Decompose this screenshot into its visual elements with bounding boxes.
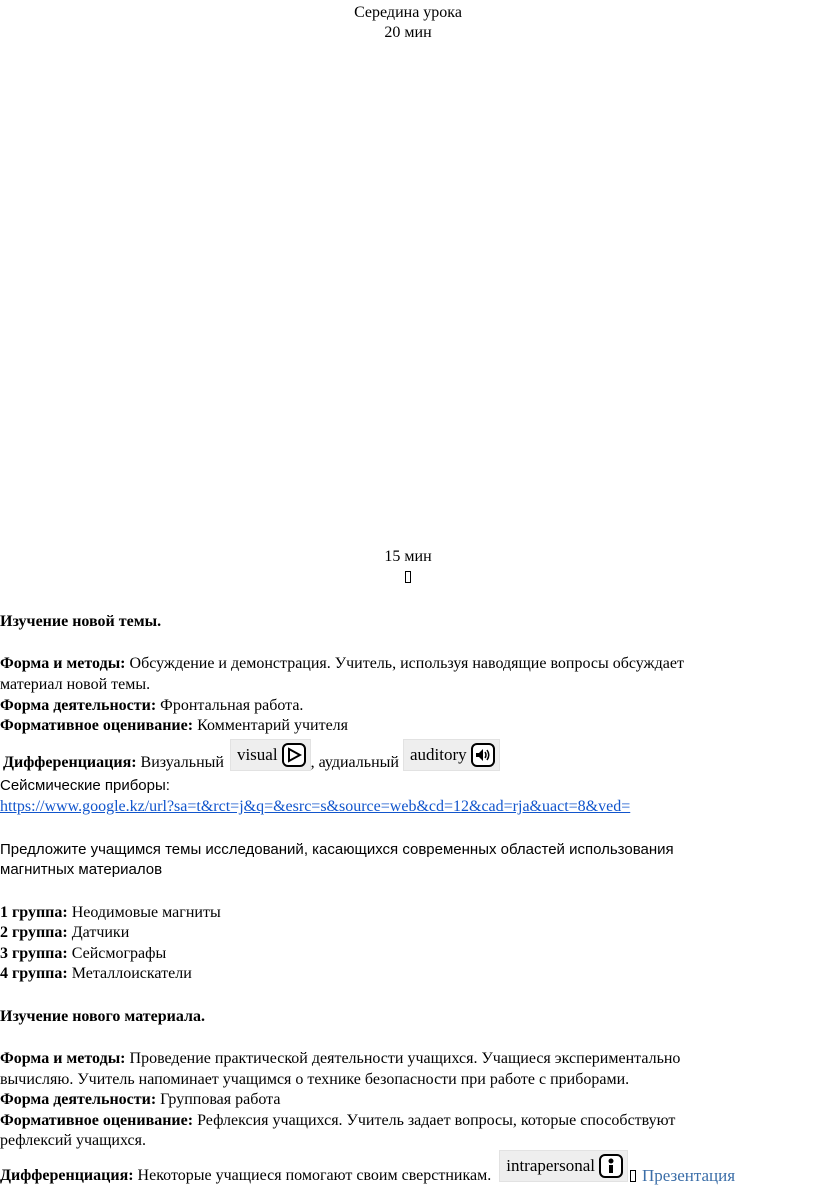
assessment-label: Формативное оценивание: xyxy=(0,1112,194,1129)
auditory-badge-label: auditory xyxy=(409,745,467,764)
person-info-icon xyxy=(599,1154,623,1178)
duration-20: 20 мин xyxy=(384,24,432,41)
activity-text: Фронтальная работа. xyxy=(156,697,304,714)
diff-sep-text: , аудиальный xyxy=(310,754,399,771)
methods-label: Форма и методы: xyxy=(0,1050,126,1067)
section2-differentiation xyxy=(0,1150,735,1186)
diff-text: Некоторые учащиеся помогают своим сверстникам. xyxy=(133,1167,492,1184)
intrapersonal-badge-label: intrapersonal xyxy=(506,1156,595,1175)
group-topic: Неодимовые магниты xyxy=(67,904,221,921)
group-label: 4 группа: xyxy=(0,965,68,982)
group-label: 3 группа: xyxy=(0,945,68,962)
seismic-label: Сейсмические приборы: xyxy=(0,777,170,794)
proposal-line2: магнитных материалов xyxy=(0,861,163,878)
activity-label: Форма деятельности: xyxy=(0,1091,157,1108)
group-label: 1 группа: xyxy=(0,904,68,921)
activity-text: Групповая работа xyxy=(156,1091,281,1108)
section2-assessment-cont: рефлексий учащихся. xyxy=(0,1132,146,1149)
proposal-line1: Предложите учащимся темы исследований, касающихся современных областей использования xyxy=(0,841,674,858)
assessment-label: Формативное оценивание: xyxy=(0,717,194,734)
group-topic: Сейсмографы xyxy=(67,945,167,962)
group-topic: Датчики xyxy=(67,924,130,941)
activity-label: Форма деятельности: xyxy=(0,697,157,714)
assessment-text: Комментарий учителя xyxy=(193,717,349,734)
seismic-link[interactable]: https://www.google.kz/url?sa=t&rct=j&q=&esrc=s&source=web&cd=12&cad=rja&uact=8&ved= xyxy=(0,798,631,815)
speaker-icon xyxy=(471,743,495,767)
diff-visual-text: Визуальный xyxy=(136,754,224,771)
methods-label: Форма и методы: xyxy=(0,655,126,672)
diff-label: Дифференциация: xyxy=(0,1167,134,1184)
group-item xyxy=(0,903,221,923)
missing-glyph-icon xyxy=(630,1166,636,1186)
stage-title: Середина урока xyxy=(354,4,462,21)
section2-methods-cont: вычисляю. Учитель напоминает учащимся о технике безопасности при работе с приборами. xyxy=(0,1071,630,1088)
group-label: 2 группа: xyxy=(0,924,68,941)
section1-methods-cont: материал новой темы. xyxy=(0,676,151,693)
missing-glyph-icon xyxy=(0,567,816,587)
section1-activity xyxy=(0,696,303,716)
section2-title: Изучение нового материала. xyxy=(0,1008,205,1025)
visual-badge xyxy=(230,739,311,771)
group-item xyxy=(0,944,166,964)
diff-label: Дифференциация: xyxy=(3,754,137,771)
auditory-badge xyxy=(403,739,500,771)
visual-badge-label: visual xyxy=(236,745,278,764)
section1-methods xyxy=(0,654,684,674)
section2-activity xyxy=(0,1090,280,1110)
methods-text: Обсуждение и демонстрация. Учитель, используя наводящие вопросы обсуждает xyxy=(125,655,684,672)
group-item xyxy=(0,923,129,943)
section1-differentiation xyxy=(3,739,500,773)
section1-assessment xyxy=(0,716,348,736)
methods-text: Проведение практической деятельности учащихся. Учащиеся экспериментально xyxy=(125,1050,681,1067)
presentation-link[interactable]: Презентация xyxy=(641,1166,736,1185)
section2-methods xyxy=(0,1049,680,1069)
intrapersonal-badge xyxy=(499,1150,628,1182)
play-triangle-icon xyxy=(282,743,306,767)
section2-assessment xyxy=(0,1111,675,1131)
group-item xyxy=(0,964,192,984)
assessment-text: Рефлексия учащихся. Учитель задает вопросы, которые способствуют xyxy=(193,1112,676,1129)
section1-title: Изучение новой темы. xyxy=(0,613,162,630)
duration-15: 15 мин xyxy=(384,548,432,565)
group-topic: Металлоискатели xyxy=(67,965,192,982)
